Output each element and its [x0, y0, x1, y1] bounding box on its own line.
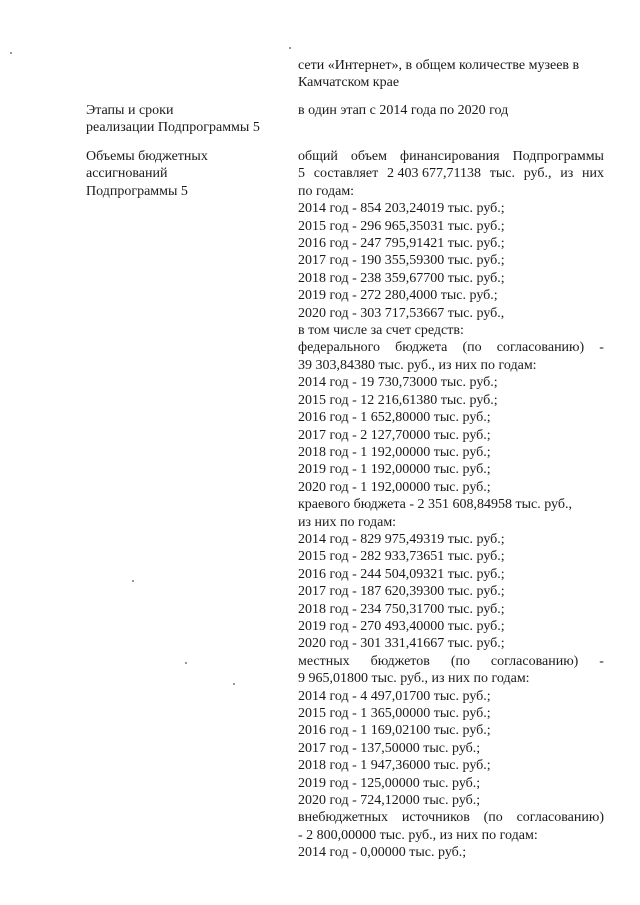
local-year-line: 2018 год - 1 947,36000 тыс. руб.; — [298, 758, 491, 774]
word: бюджетов — [370, 653, 430, 669]
regional-year-line: 2020 год - 301 331,41667 тыс. руб.; — [298, 636, 505, 652]
word: (по — [450, 653, 470, 669]
label-line: ассигнований — [86, 166, 168, 182]
word: местных — [298, 653, 350, 669]
local-year-line: 2016 год - 1 169,02100 тыс. руб.; — [298, 723, 491, 739]
word: из — [560, 166, 574, 182]
label-line: Объемы бюджетных — [86, 149, 208, 164]
word: - — [599, 653, 604, 669]
word: (по — [462, 340, 482, 356]
word: согласованию) — [496, 340, 585, 356]
word: (по — [483, 810, 503, 826]
total-year-line: 2020 год - 303 717,53667 тыс. руб., — [298, 305, 505, 321]
local-year-line: 2015 год - 1 365,00000 тыс. руб.; — [298, 706, 491, 721]
label-line: реализации Подпрограммы 5 — [86, 120, 260, 136]
including-line: в том числе за счет средств: — [298, 323, 464, 339]
regional-year-line: 2019 год - 270 493,40000 тыс. руб.; — [298, 618, 505, 634]
scan-speck — [233, 683, 235, 685]
regional-year-line: 2014 год - 829 975,49319 тыс. руб.; — [298, 531, 505, 547]
intro-line-2 — [298, 165, 604, 182]
word: согласованию) — [516, 810, 604, 826]
federal-year-line: 2020 год - 1 192,00000 тыс. руб.; — [298, 479, 491, 495]
stages-label — [86, 102, 286, 137]
word: источников — [401, 810, 470, 826]
total-year-line: 2014 год - 854 203,24019 тыс. руб.; — [298, 201, 505, 217]
local-sum-line: 9 965,01800 тыс. руб., из них по годам: — [298, 671, 530, 687]
local-head-line — [298, 653, 604, 670]
budget-label — [86, 148, 286, 200]
local-year-line: 2020 год - 724,12000 тыс. руб.; — [298, 793, 481, 809]
word: 5 — [298, 166, 305, 182]
scan-speck — [185, 662, 187, 664]
word: финансирования — [400, 149, 500, 164]
total-year-line: 2016 год - 247 795,91421 тыс. руб.; — [298, 236, 505, 252]
word: общий — [298, 149, 338, 164]
word: тыс. — [489, 166, 515, 182]
regional-head-line: краевого бюджета - 2 351 608,84958 тыс. руб., — [298, 497, 572, 513]
federal-year-line: 2016 год - 1 652,80000 тыс. руб.; — [298, 410, 491, 426]
federal-year-line: 2014 год - 19 730,73000 тыс. руб.; — [298, 375, 498, 391]
word: федерального — [298, 340, 381, 356]
label-line: Этапы и сроки — [86, 103, 174, 118]
word: внебюджетных — [298, 810, 389, 826]
total-year-line: 2017 год - 190 355,59300 тыс. руб.; — [298, 253, 505, 269]
total-year-line: 2018 год - 238 359,67700 тыс. руб.; — [298, 270, 505, 286]
scan-speck — [289, 47, 291, 49]
word: составляет — [313, 166, 379, 182]
word: руб., — [523, 166, 552, 182]
regional-year-line: 2015 год - 282 933,73651 тыс. руб.; — [298, 549, 505, 565]
total-year-line: 2019 год - 272 280,4000 тыс. руб.; — [298, 288, 498, 304]
federal-year-line: 2015 год - 12 216,61380 тыс. руб.; — [298, 392, 498, 408]
word: 2 403 677,71138 — [386, 166, 481, 182]
word: согласованию) — [490, 653, 579, 669]
budget-value — [298, 148, 604, 862]
word: объем — [350, 149, 387, 164]
text-line: Камчатском крае — [298, 75, 400, 91]
offbudget-year-line: 2014 год - 0,00000 тыс. руб.; — [298, 845, 467, 861]
total-year-line: 2015 год - 296 965,35031 тыс. руб.; — [298, 218, 505, 234]
text-line: в один этап с 2014 года по 2020 год — [298, 103, 509, 118]
scan-speck — [132, 580, 134, 582]
offbudget-head-line — [298, 809, 604, 826]
regional-year-line: 2017 год - 187 620,39300 тыс. руб.; — [298, 584, 505, 600]
intro-line-1 — [298, 148, 604, 165]
regional-year-line: 2018 год - 234 750,31700 тыс. руб.; — [298, 601, 505, 617]
local-year-line: 2014 год - 4 497,01700 тыс. руб.; — [298, 688, 491, 704]
word: Подпрограммы — [512, 149, 604, 164]
federal-head-line — [298, 339, 604, 356]
regional-year-line: 2016 год - 244 504,09321 тыс. руб.; — [298, 566, 505, 582]
stages-value — [298, 102, 604, 119]
intro-line-3: по годам: — [298, 183, 355, 199]
offbudget-sum-line: - 2 800,00000 тыс. руб., из них по годам: — [298, 827, 538, 843]
label-line: Подпрограммы 5 — [86, 183, 188, 199]
word: - — [599, 340, 604, 356]
federal-year-line: 2019 год - 1 192,00000 тыс. руб.; — [298, 462, 491, 478]
federal-year-line: 2018 год - 1 192,00000 тыс. руб.; — [298, 444, 491, 460]
regional-sum-line: из них по годам: — [298, 514, 397, 530]
local-year-line: 2019 год - 125,00000 тыс. руб.; — [298, 775, 481, 791]
word: бюджета — [395, 340, 448, 356]
continuation-text — [298, 57, 604, 92]
federal-sum-line: 39 303,84380 тыс. руб., из них по годам: — [298, 357, 537, 373]
local-year-line: 2017 год - 137,50000 тыс. руб.; — [298, 740, 481, 756]
text-line: сети «Интернет», в общем количестве музеев в — [298, 58, 580, 73]
word: них — [582, 166, 604, 182]
federal-year-line: 2017 год - 2 127,70000 тыс. руб.; — [298, 427, 491, 443]
scan-speck — [10, 52, 12, 54]
